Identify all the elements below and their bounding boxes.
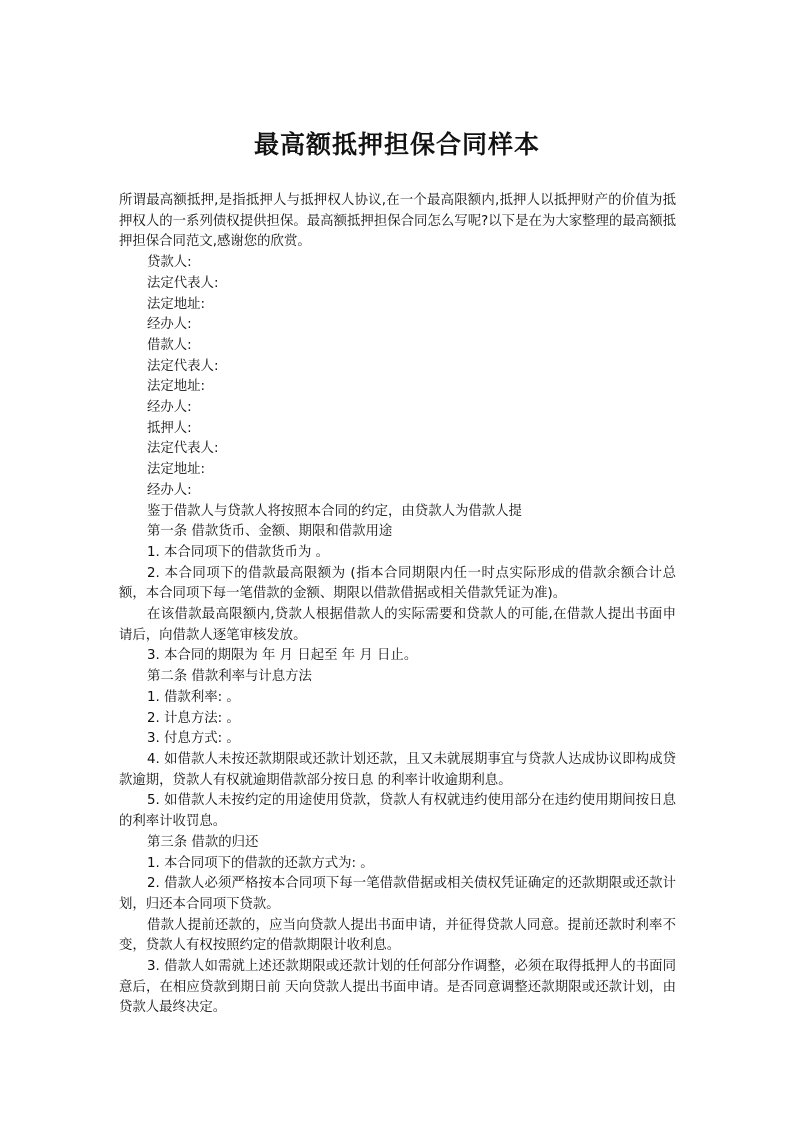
paragraph: 3. 付息方式: 。 [147, 731, 240, 747]
paragraph: 抵押人: [147, 420, 192, 436]
paragraph: 在该借款最高限额内,贷款人根据借款人的实际需要和贷款人的可能,在借款人提出书面申请后，向借款人逐笔审核发放。 [119, 607, 676, 643]
paragraph: 法定代表人: [147, 441, 219, 457]
page-title: 最高额抵押担保合同样本 [253, 130, 540, 159]
paragraph: 第二条 借款利率与计息方法 [147, 669, 312, 685]
paragraph: 借款人: [147, 337, 192, 353]
paragraph: 经办人: [147, 482, 192, 498]
paragraph: 法定代表人: [147, 275, 219, 291]
paragraph: 3. 本合同的期限为 年 月 日起至 年 月 日止。 [147, 648, 418, 664]
paragraph: 法定地址: [147, 296, 206, 312]
paragraph: 第一条 借款货币、金额、期限和借款用途 [147, 524, 393, 540]
paragraph: 3. 借款人如需就上述还款期限或还款计划的任何部分作调整，必须在取得抵押人的书面同意后，在相应贷款到期日前 天向贷款人提出书面申请。是否同意调整还款期限或还款计划，由贷款人最终决定。 [119, 959, 676, 1016]
paragraph: 1. 本合同项下的借款货币为 。 [147, 544, 329, 560]
paragraph: 所谓最高额抵押,是指抵押人与抵押权人协议,在一个最高限额内,抵押人以抵押财产的价值为抵押权人的一系列债权提供担保。最高额抵押担保合同怎么写呢?以下是在为大家整理的最高额抵押担保合同范文,感谢您的欣赏。 [119, 193, 676, 250]
paragraph: 1. 借款利率: 。 [147, 689, 240, 705]
paragraph: 5. 如借款人未按约定的用途使用贷款，贷款人有权就违约使用部分在违约使用期间按日息 的利率计收罚息。 [119, 793, 676, 830]
paragraph: 2. 计息方法: 。 [147, 710, 240, 726]
paragraph: 2. 借款人必须严格按本合同项下每一笔借款借据或相关债权凭证确定的还款期限或还款计划，归还本合同项下贷款。 [119, 876, 676, 912]
paragraph: 1. 本合同项下的借款的还款方式为: 。 [147, 855, 374, 871]
paragraph: 法定代表人: [147, 358, 219, 374]
paragraph: 贷款人: [147, 255, 192, 271]
paragraph: 借款人提前还款的，应当向贷款人提出书面申请，并征得贷款人同意。提前还款时利率不变，贷款人有权按照约定的借款期限计收利息。 [119, 917, 676, 954]
paragraph: 鉴于借款人与贷款人将按照本合同的约定，由贷款人为借款人提 [147, 503, 522, 519]
paragraph: 法定地址: [147, 462, 206, 478]
paragraph: 经办人: [147, 317, 192, 333]
paragraph: 法定地址: [147, 379, 206, 395]
paragraph: 4. 如借款人未按还款期限或还款计划还款，且又未就展期事宜与贷款人达成协议即构成贷款逾期，贷款人有权就逾期借款部分按日息 的利率计收逾期利息。 [119, 751, 676, 788]
document-body [119, 191, 676, 1019]
paragraph: 2. 本合同项下的借款最高限额为 (指本合同期限内任一时点实际形成的借款余额合计总额，本合同项下每一笔借款的金额、期限以借款借据或相关借款凭证为准)。 [119, 565, 676, 602]
paragraph: 经办人: [147, 400, 192, 416]
paragraph: 第三条 借款的归还 [147, 834, 259, 850]
